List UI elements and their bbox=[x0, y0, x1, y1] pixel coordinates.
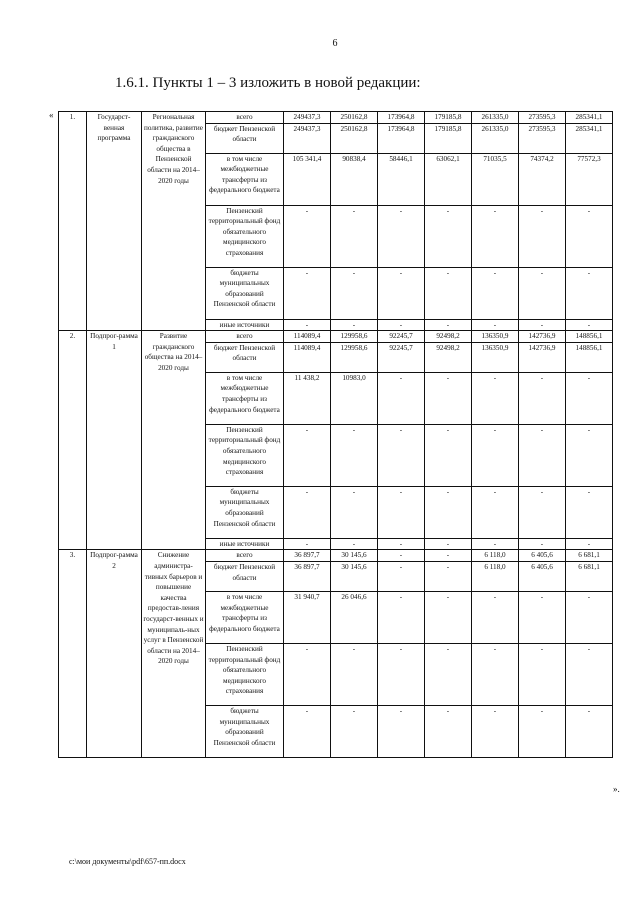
amount-cell: - bbox=[378, 267, 425, 319]
amount-cell: 136350,9 bbox=[472, 331, 519, 343]
program-kind: Государст-венная программа bbox=[87, 112, 142, 331]
amount-cell: 129958,6 bbox=[331, 331, 378, 343]
amount-cell: 250162,8 bbox=[331, 112, 378, 124]
amount-cell: - bbox=[519, 319, 566, 331]
amount-cell: - bbox=[472, 205, 519, 267]
row-number: 1. bbox=[59, 112, 87, 331]
amount-cell: 36 897,7 bbox=[284, 561, 331, 591]
amount-cell: - bbox=[425, 372, 472, 424]
amount-cell: 30 145,6 bbox=[331, 550, 378, 562]
amount-cell: - bbox=[378, 591, 425, 643]
amount-cell: - bbox=[378, 205, 425, 267]
amount-cell: - bbox=[284, 267, 331, 319]
funding-source: бюджеты муниципальных образований Пензенской области bbox=[206, 705, 284, 757]
amount-cell: - bbox=[425, 643, 472, 705]
amount-cell: - bbox=[425, 705, 472, 757]
program-kind: Подпрог-рамма 1 bbox=[87, 331, 142, 550]
amount-cell: 6 405,6 bbox=[519, 550, 566, 562]
amount-cell: 6 118,0 bbox=[472, 561, 519, 591]
amount-cell: - bbox=[378, 705, 425, 757]
funding-source: всего bbox=[206, 550, 284, 562]
amount-cell: 148856,1 bbox=[566, 331, 613, 343]
amount-cell: 77572,3 bbox=[566, 153, 613, 205]
amount-cell: 31 940,7 bbox=[284, 591, 331, 643]
amount-cell: 250162,8 bbox=[331, 123, 378, 153]
amount-cell: - bbox=[284, 705, 331, 757]
amount-cell: - bbox=[566, 424, 613, 486]
amount-cell: 261335,0 bbox=[472, 123, 519, 153]
amount-cell: - bbox=[378, 538, 425, 550]
amount-cell: - bbox=[284, 205, 331, 267]
amount-cell: - bbox=[472, 372, 519, 424]
amount-cell: - bbox=[472, 705, 519, 757]
program-name: Снижение администра-тивных барьеров и повышение качества предостав-ления государст-венных и муниципаль-ных услуг в Пензенской области на 2014–2020 годы bbox=[142, 550, 206, 758]
funding-source: бюджет Пензенской области bbox=[206, 123, 284, 153]
funding-source: бюджет Пензенской области bbox=[206, 561, 284, 591]
row-number: 2. bbox=[59, 331, 87, 550]
amount-cell: - bbox=[425, 267, 472, 319]
amount-cell: - bbox=[284, 643, 331, 705]
opening-quote: « bbox=[49, 110, 54, 120]
amount-cell: 105 341,4 bbox=[284, 153, 331, 205]
amount-cell: - bbox=[519, 538, 566, 550]
amount-cell: - bbox=[284, 486, 331, 538]
amount-cell: 11 438,2 bbox=[284, 372, 331, 424]
amount-cell: 6 681,1 bbox=[566, 550, 613, 562]
amount-cell: 249437,3 bbox=[284, 123, 331, 153]
amount-cell: 58446,1 bbox=[378, 153, 425, 205]
amount-cell: 173964,8 bbox=[378, 123, 425, 153]
amount-cell: 273595,3 bbox=[519, 112, 566, 124]
amount-cell: 92245,7 bbox=[378, 331, 425, 343]
amount-cell: 261335,0 bbox=[472, 112, 519, 124]
amount-cell: - bbox=[566, 705, 613, 757]
amount-cell: 90838,4 bbox=[331, 153, 378, 205]
amount-cell: - bbox=[519, 267, 566, 319]
amount-cell: - bbox=[425, 538, 472, 550]
amount-cell: - bbox=[519, 424, 566, 486]
amount-cell: - bbox=[331, 267, 378, 319]
amount-cell: 74374,2 bbox=[519, 153, 566, 205]
amount-cell: - bbox=[284, 319, 331, 331]
amount-cell: - bbox=[425, 550, 472, 562]
amount-cell: 173964,8 bbox=[378, 112, 425, 124]
amount-cell: 92498,2 bbox=[425, 342, 472, 372]
page-number: 6 bbox=[332, 38, 338, 49]
file-path-footer: c:\мои документы\pdf\657-пп.docx bbox=[69, 857, 186, 866]
amount-cell: 6 681,1 bbox=[566, 561, 613, 591]
amount-cell: - bbox=[566, 372, 613, 424]
amount-cell: 30 145,6 bbox=[331, 561, 378, 591]
program-name: Региональная политика, развитие гражданского общества в Пензенской области на 2014–2020 годы bbox=[142, 112, 206, 331]
funding-source: иные источники bbox=[206, 538, 284, 550]
funding-source: в том числе межбюджетные трансферты из федерального бюджета bbox=[206, 591, 284, 643]
amount-cell: - bbox=[331, 705, 378, 757]
amount-cell: - bbox=[472, 591, 519, 643]
amount-cell: 26 046,6 bbox=[331, 591, 378, 643]
amount-cell: 114089,4 bbox=[284, 342, 331, 372]
funding-source: бюджеты муниципальных образований Пензенской области bbox=[206, 267, 284, 319]
amount-cell: 249437,3 bbox=[284, 112, 331, 124]
amount-cell: 273595,3 bbox=[519, 123, 566, 153]
funding-source: в том числе межбюджетные трансферты из федерального бюджета bbox=[206, 372, 284, 424]
amount-cell: - bbox=[425, 205, 472, 267]
closing-quote: ». bbox=[613, 784, 620, 794]
amount-cell: 6 405,6 bbox=[519, 561, 566, 591]
amount-cell: - bbox=[378, 486, 425, 538]
amount-cell: 142736,9 bbox=[519, 331, 566, 343]
amount-cell: - bbox=[425, 486, 472, 538]
amount-cell: - bbox=[566, 205, 613, 267]
amount-cell: 148856,1 bbox=[566, 342, 613, 372]
amount-cell: - bbox=[378, 550, 425, 562]
amount-cell: 10983,0 bbox=[331, 372, 378, 424]
amount-cell: 136350,9 bbox=[472, 342, 519, 372]
row-number: 3. bbox=[59, 550, 87, 758]
funding-source: всего bbox=[206, 331, 284, 343]
funding-source: Пензенский территориальный фонд обязательного медицинского страхования bbox=[206, 205, 284, 267]
amount-cell: - bbox=[519, 486, 566, 538]
amount-cell: - bbox=[566, 267, 613, 319]
amount-cell: 142736,9 bbox=[519, 342, 566, 372]
amount-cell: 71035,5 bbox=[472, 153, 519, 205]
amount-cell: - bbox=[519, 205, 566, 267]
amount-cell: - bbox=[331, 319, 378, 331]
amount-cell: - bbox=[472, 538, 519, 550]
amount-cell: - bbox=[472, 486, 519, 538]
amount-cell: - bbox=[425, 591, 472, 643]
amount-cell: - bbox=[331, 538, 378, 550]
amount-cell: 92498,2 bbox=[425, 331, 472, 343]
amount-cell: - bbox=[378, 643, 425, 705]
amount-cell: - bbox=[284, 538, 331, 550]
funding-source: иные источники bbox=[206, 319, 284, 331]
amount-cell: - bbox=[519, 591, 566, 643]
amount-cell: 285341,1 bbox=[566, 123, 613, 153]
amount-cell: - bbox=[378, 372, 425, 424]
table-row bbox=[59, 550, 613, 562]
amount-cell: - bbox=[566, 319, 613, 331]
amount-cell: 179185,8 bbox=[425, 123, 472, 153]
funding-source: бюджеты муниципальных образований Пензенской области bbox=[206, 486, 284, 538]
amount-cell: - bbox=[378, 319, 425, 331]
funding-source: Пензенский территориальный фонд обязательного медицинского страхования bbox=[206, 424, 284, 486]
amount-cell: - bbox=[472, 424, 519, 486]
amount-cell: 114089,4 bbox=[284, 331, 331, 343]
amount-cell: - bbox=[378, 424, 425, 486]
amount-cell: 63062,1 bbox=[425, 153, 472, 205]
amount-cell: - bbox=[425, 561, 472, 591]
amount-cell: 92245,7 bbox=[378, 342, 425, 372]
amount-cell: 6 118,0 bbox=[472, 550, 519, 562]
amount-cell: - bbox=[519, 705, 566, 757]
amount-cell: - bbox=[566, 486, 613, 538]
amount-cell: - bbox=[331, 205, 378, 267]
amount-cell: 129958,6 bbox=[331, 342, 378, 372]
amount-cell: - bbox=[472, 267, 519, 319]
funding-source: Пензенский территориальный фонд обязательного медицинского страхования bbox=[206, 643, 284, 705]
amount-cell: - bbox=[425, 319, 472, 331]
amount-cell: - bbox=[566, 591, 613, 643]
amount-cell: 285341,1 bbox=[566, 112, 613, 124]
funding-source: всего bbox=[206, 112, 284, 124]
amount-cell: - bbox=[519, 372, 566, 424]
program-name: Развитие гражданского общества на 2014–2020 годы bbox=[142, 331, 206, 550]
table-row bbox=[59, 112, 613, 124]
amount-cell: - bbox=[331, 643, 378, 705]
table-row bbox=[59, 331, 613, 343]
amount-cell: - bbox=[331, 486, 378, 538]
section-heading: 1.6.1. Пункты 1 – 3 изложить в новой редакции: bbox=[115, 75, 421, 91]
amount-cell: - bbox=[472, 643, 519, 705]
amount-cell: - bbox=[566, 538, 613, 550]
amount-cell: - bbox=[425, 424, 472, 486]
amount-cell: - bbox=[378, 561, 425, 591]
budget-table bbox=[58, 111, 613, 758]
amount-cell: 36 897,7 bbox=[284, 550, 331, 562]
amount-cell: - bbox=[331, 424, 378, 486]
amount-cell: 179185,8 bbox=[425, 112, 472, 124]
funding-source: бюджет Пензенской области bbox=[206, 342, 284, 372]
amount-cell: - bbox=[284, 424, 331, 486]
amount-cell: - bbox=[566, 643, 613, 705]
amount-cell: - bbox=[472, 319, 519, 331]
amount-cell: - bbox=[519, 643, 566, 705]
funding-source: в том числе межбюджетные трансферты из федерального бюджета bbox=[206, 153, 284, 205]
program-kind: Подпрог-рамма 2 bbox=[87, 550, 142, 758]
